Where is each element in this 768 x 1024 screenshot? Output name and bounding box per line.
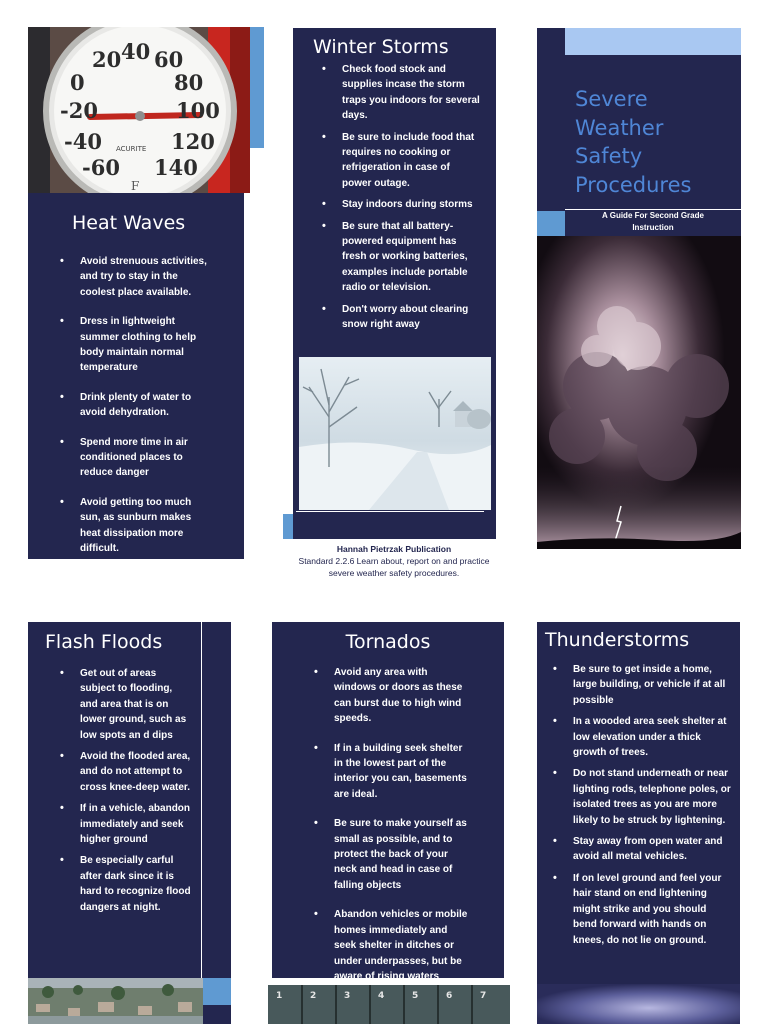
lightning-cloud-graphic: [537, 236, 741, 549]
thermometer-graphic: [28, 27, 250, 193]
flood-aerial-photo: [28, 978, 203, 1024]
lightning-storm-photo: [537, 236, 741, 549]
accent-tab: [537, 211, 565, 236]
heat-waves-title: Heat Waves: [72, 212, 186, 234]
thermometer-photo: [28, 27, 250, 193]
thermometer-brand: ACURITE: [116, 145, 147, 153]
frame-number: 1: [276, 991, 283, 1001]
flash-floods-title: Flash Floods: [45, 631, 163, 653]
dial-number: -60: [82, 155, 120, 180]
accent-tab: [203, 978, 231, 1005]
dial-number: 140: [154, 155, 198, 180]
list-item: • Be sure that all battery-powered equipment has fresh or working batteries, examples include portable radio or television.: [342, 219, 482, 296]
snow-scene-graphic: [299, 357, 491, 510]
accent-tab: [283, 514, 293, 539]
frame-number: 4: [378, 991, 385, 1001]
thunderstorms-panel: [537, 622, 740, 984]
dial-number: 120: [171, 129, 215, 154]
list-item: • Don't worry about clearing snow right away: [342, 302, 482, 333]
dial-number: 0: [70, 70, 85, 95]
flash-floods-panel: [28, 622, 231, 978]
list-item: • Stay indoors during storms: [342, 197, 482, 212]
list-item: • If on level ground and feel your hair stand on end lightening might strike and you should bend forward with hands on knees, do not lie on ground.: [573, 871, 731, 948]
list-item: • Be sure to make yourself as small as possible, and to protect the back of your neck and head in case of falling objects: [334, 816, 468, 893]
list-item: • Spend more time in air conditioned places to reduce danger: [80, 435, 214, 481]
list-item: • Check food stock and supplies incase the storm traps you indoors for several days.: [342, 62, 482, 124]
dial-number: 20: [92, 47, 122, 72]
flash-floods-list: [80, 666, 192, 915]
list-item: • Be sure to get inside a home, large building, or vehicle if at all possible: [573, 662, 731, 708]
list-item: • Be especially carful after dark since it is hard to recognize flood dangers at night.: [80, 853, 192, 915]
list-item: • Dress in lightweight summer clothing to help body maintain normal temperature: [80, 314, 214, 376]
winter-storms-panel: [293, 28, 496, 539]
snow-road-photo: [299, 357, 491, 510]
cover-top-bar: [565, 28, 741, 55]
divider: [296, 511, 484, 512]
list-item: • In a wooded area seek shelter at low elevation under a thick growth of trees.: [573, 714, 731, 760]
winter-storms-list: [342, 62, 482, 333]
list-item: • Be sure to include food that requires no cooking or refrigeration in case of power outage.: [342, 130, 482, 192]
frame-number: 6: [446, 991, 453, 1001]
dial-number: 100: [176, 98, 220, 123]
list-item: • Do not stand underneath or near lighting rods, telephone poles, or isolated trees as you are more likely to be struck by lightening.: [573, 766, 731, 828]
list-item: • Avoid the flooded area, and do not attempt to cross knee-deep water.: [80, 749, 192, 795]
list-item: • Stay away from open water and avoid all metal vehicles.: [573, 834, 731, 865]
cover-panel: [537, 28, 741, 236]
accent-tab: [250, 27, 264, 148]
list-item: • If in a building seek shelter in the lowest part of the interior you can, basements are ideal.: [334, 741, 468, 803]
list-item: • Avoid strenuous activities, and try to stay in the coolest place available.: [80, 254, 214, 300]
list-item: • Avoid any area with windows or doors as these can burst due to high wind speeds.: [334, 665, 468, 727]
list-item: • Avoid getting too much sun, as sunburn makes heat dissipation more difficult.: [80, 495, 214, 557]
tornado-frames-graphic: [268, 985, 510, 1024]
storm-sky-photo: [537, 984, 740, 1024]
cover-title-line: Procedures: [575, 172, 692, 197]
list-item: • Abandon vehicles or mobile homes immediately and seek shelter in ditches or under underpasses, but be aware of rising waters: [334, 907, 468, 984]
dial-number: 80: [174, 70, 204, 95]
flood-town-graphic: [28, 978, 203, 1024]
tornados-panel: [272, 622, 504, 982]
storm-sky-graphic: [537, 984, 740, 1024]
thermometer-unit: F: [131, 179, 140, 193]
heat-waves-panel: [28, 193, 244, 559]
thunderstorms-title: Thunderstorms: [545, 629, 690, 651]
frame-number: 3: [344, 991, 351, 1001]
dial-number: -20: [60, 98, 98, 123]
tornado-sequence-photo: [268, 985, 510, 1024]
publication-caption: [286, 543, 502, 579]
thunderstorms-list: [573, 662, 731, 948]
list-item: • Drink plenty of water to avoid dehydration.: [80, 390, 214, 421]
divider: [201, 622, 202, 978]
publisher-name: Hannah Pietrzak Publication: [336, 544, 452, 554]
winter-storms-title: Winter Storms: [313, 36, 449, 58]
frame-number: 5: [412, 991, 419, 1001]
accent-block: [203, 1005, 231, 1024]
tornados-list: [334, 665, 468, 984]
list-item: • If in a vehicle, abandon immediately and seek higher ground: [80, 801, 192, 847]
dial-number: -40: [64, 129, 102, 154]
dial-number: 40: [121, 39, 151, 64]
cover-subtitle: A Guide For Second Grade Instruction: [602, 211, 704, 232]
list-item: • Get out of areas subject to flooding, and area that is on lower ground, such as low spots an d dips: [80, 666, 192, 743]
dial-number: 60: [154, 47, 184, 72]
tornados-title: Tornados: [345, 631, 431, 653]
standard-text: Standard 2.2.6 Learn about, report on and practice severe weather safety procedures.: [298, 556, 490, 578]
frame-number: 7: [480, 991, 487, 1001]
heat-waves-list: [80, 254, 214, 557]
frame-number: 2: [310, 991, 317, 1001]
cover-title-line: Safety: [575, 144, 643, 168]
cover-title-line: Weather: [575, 115, 664, 140]
cover-title-line: Severe: [575, 87, 648, 111]
